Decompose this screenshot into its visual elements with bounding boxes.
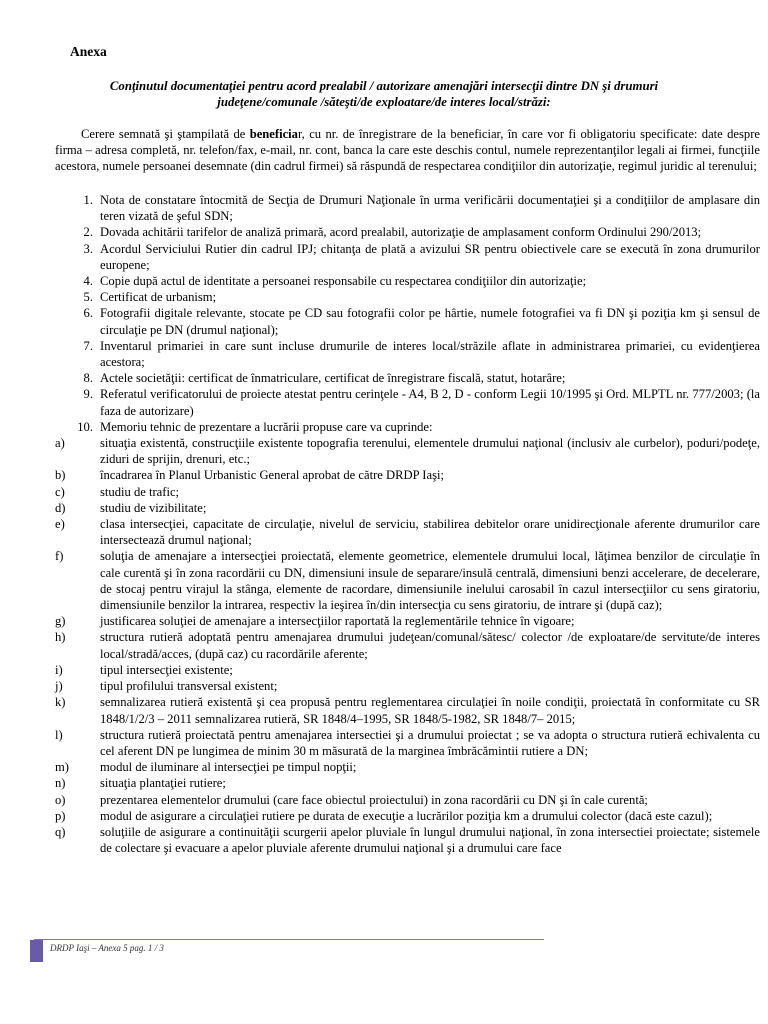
sub-item-text: structura rutieră proiectată pentru amenajarea intersectiei şi a drumului proiectat ; se va adopta o structura rutieră echivalenta cu cel aferent DN pe lungimea de minim 30 m măsurată de la marginea îmbrăcămintii rutiere a DN; [100,727,760,758]
list-item [55,241,760,273]
sub-item-text: soluţia de amenajare a intersecţiei proiectată, elemente geometrice, elementele drumului local, lăţimea benzilor de circulaţie în cale curentă şi în zona racordării cu DN, dimensiuni insule de separare/insulă centrală, dimensiuni benzi accelerare, de decelerare, de stocaj pentru virajul la stânga, elemente de racordare, dimensiunile inelului carosabil în cazul intersecţiilor cu sens giratoriu, dimensiunile benzilor la intrarea, respectiv la ieşirea în/din intersecţia cu sens giratoriu, de intrare şi (după caz); [100,549,760,613]
item-text: Actele societăţii: certificat de înmatriculare, certificat de înregistrare fiscală, statut, hotarâre; [100,371,566,386]
item-text: Certificat de urbanism; [100,290,217,305]
sub-item [55,516,760,548]
sub-item [55,484,760,500]
sub-item-letter: k) [55,695,66,710]
document-title [60,78,708,110]
sub-item-letter: m) [55,760,69,775]
sub-item [55,808,760,824]
intro-bold-word: beneficia [249,127,298,141]
list-item [55,192,760,224]
item-text: Fotografii digitale relevante, stocate pe CD sau fotografii color pe hârtie, numele fotografiei va fi DN şi poziţia km şi sensul de circulaţie pe DN (drumul naţional); [100,306,760,337]
list-item [55,370,760,386]
sub-item-text: tipul intersecţiei existente; [100,662,233,677]
heading-anexa: Anexa [70,44,107,59]
item-number: 9. [83,387,93,402]
sub-item-letter: f) [55,549,64,564]
sub-item [55,500,760,516]
item-number: 8. [83,371,93,386]
list-item [55,273,760,289]
sub-item-text: situaţia plantaţiei rutiere; [100,776,226,791]
item-number: 6. [83,306,93,321]
item-text: Memoriu tehnic de prezentare a lucrării propuse care va cuprinde: [100,419,433,434]
sub-item [55,775,760,791]
item-text: Dovada achitării tarifelor de analiză primară, acord prealabil, autorizaţie de amplasament conform Ordinului 290/2013; [100,225,702,240]
sub-item [55,435,760,467]
footer-accent-bar [30,940,43,962]
sub-item [55,678,760,694]
sub-item-letter: o) [55,792,66,807]
sub-item-letter: g) [55,614,66,629]
sub-item-text: tipul profilului transversal existent; [100,679,278,694]
sub-item [55,548,760,613]
sub-item [55,727,760,759]
sub-item-text: semnalizarea rutieră existentă şi cea propusă pentru reglementarea circulaţiei în noile condiţii, proiectată în conformitate cu SR 1848/1/2/3 – 2011 semnalizarea rutieră, SR 1848/4–1995, SR 1848/5-1982, SR 1848/7– 2015; [100,695,760,726]
item-number: 1. [83,193,93,207]
sub-item [55,694,760,726]
item-text: Copie după actul de identitate a persoanei responsabile cu respectarea condiţiilor din autorizaţie; [100,274,587,289]
sub-item-letter: q) [55,824,66,839]
list-item [55,338,760,370]
footer-divider [34,939,544,940]
list-item [55,289,760,305]
item-number: 2. [83,225,93,240]
item-text: Referatul verificatorului de proiecte atestat pentru cerinţele - A4, B 2, D - conform Legii 10/1995 şi Ord. MLPTL nr. 777/2003; (la faza de autorizare) [100,387,760,418]
sub-item-letter: d) [55,500,66,515]
item-number: 3. [83,241,93,256]
sub-item [55,467,760,483]
item-text: Nota de constatare întocmită de Secţia de Drumuri Naţionale în urma verificării documentaţiei şi a condiţiilor de amplasare din teren vizată de şeful SDN; [100,193,760,224]
sub-item [55,824,760,856]
sub-item-text: modul de iluminare al intersecţiei pe timpul nopţii; [100,760,357,775]
list-item [55,386,760,418]
sub-item-text: studiu de vizibilitate; [100,500,207,515]
sub-item-text: soluţiile de asigurare a continuităţii scurgerii apelor pluviale în lungul drumului naţional, în zona intersectiei proiectate; sistemele de colectare şi evacuare a apelor pluviale aferente drumului naţional şi a drumului care face [100,824,760,856]
item-number: 5. [83,290,93,305]
sub-item [55,629,760,661]
intro-text-start: Cerere semnată şi ştampilată de [81,127,250,141]
list-item [55,419,760,435]
sub-item-letter: e) [55,517,65,532]
footer-page-label: DRDP Iaşi – Anexa 5 pag. 1 / 3 [50,943,164,953]
sub-item-text: clasa intersecţiei, capacitate de circulaţie, nivelul de serviciu, stabilirea debitelor orare unidirecţionale aferente drumurilor care intersectează drumul naţional; [100,517,760,548]
item-number: 7. [83,338,93,353]
sub-item [55,662,760,678]
title-line-1: Conţinutul documentaţiei pentru acord prealabil / autorizare amenajări intersecţii dintre DN şi drumuri [109,79,659,93]
item-number: 10. [77,419,93,434]
sub-item-letter: h) [55,630,66,645]
sub-item-text: justificarea soluţiei de amenajare a intersecţiilor raportată la reglementările tehnice în vigoare; [100,614,575,629]
sub-item-letter: c) [55,484,65,499]
sub-item-letter: n) [55,776,66,791]
intro-text-end: r, cu nr. de înregistrare de la beneficiar, în care vor fi obligatoriu specificate: date despre firma – adresa completă, nr. telefon/fax, e-mail, nr. cont, banca la care este deschis contul, numele reprezentanţilor legali ai firmei, funcţiile acestora, numele persoanei desemnate (din cadrul firmei) să răspundă de respectarea condiţiilor din autorizaţie, regimul juridic al terenului; [55,127,761,174]
sub-item [55,759,760,775]
title-line-2: judeţene/comunale /săteşti/de exploatare/de interes local/străzi: [217,95,551,109]
sub-item-letter: j) [55,679,63,694]
sub-item-text: structura rutieră adoptată pentru amenajarea drumului judeţean/comunal/sătesc/ colector /de exploatare/de servitute/de interes local/stradă/acces, (după caz) cu racordările aferente; [100,630,760,661]
sub-item-letter: l) [55,727,63,742]
sub-item-letter: i) [55,662,63,677]
sub-item-text: încadrarea în Planul Urbanistic General aprobat de către DRDP Iaşi; [100,468,444,483]
sub-item-text: studiu de trafic; [100,484,180,499]
sub-item-letter: p) [55,808,66,823]
sub-item-text: modul de asigurare a circulaţiei rutiere pe durata de execuţie a lucrărilor poziţia km a drumului colector (dacă este cazul); [100,808,713,823]
item-number: 4. [83,274,93,289]
sub-item [55,792,760,808]
requirements-list [55,192,760,856]
sub-item-text: situaţia existentă, construcţiile existente topografia terenului, elementele drumului naţional (inclusiv ale curbelor), poduri/podeţe, ziduri de sprijin, drenuri, etc.; [100,436,760,467]
intro-paragraph [55,126,760,175]
list-item [55,305,760,337]
item-text: Inventarul primariei in care sunt incluse drumurile de interes local/străzile aflate in administrarea primariei, cu evidenţierea acestora; [100,338,760,370]
item-text: Acordul Serviciului Rutier din cadrul IPJ; chitanţa de plată a avizului SR pentru obiectivele care se execută în zona drumurilor europene; [100,241,760,272]
sub-item-letter: b) [55,468,66,483]
sub-item-text: prezentarea elementelor drumului (care face obiectul proiectului) in zona racordării cu DN şi în cale curentă; [100,792,648,807]
sub-item [55,613,760,629]
sub-item-letter: a) [55,436,65,451]
list-item [55,224,760,240]
